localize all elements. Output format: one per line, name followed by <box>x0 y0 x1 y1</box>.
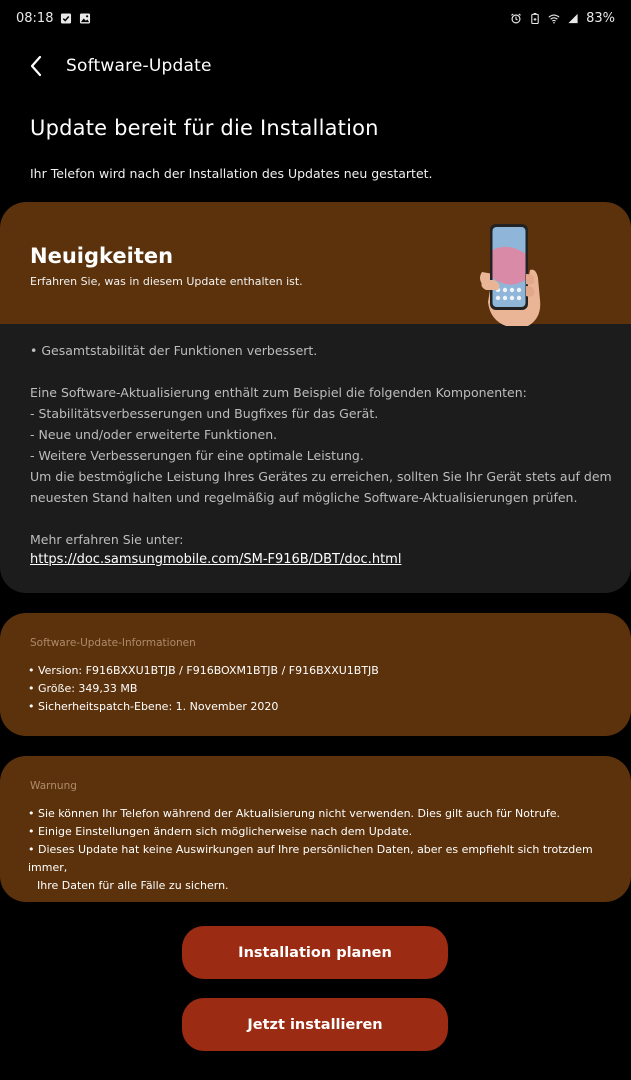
news-subheading: Erfahren Sie, was in diesem Update enthalten ist. <box>30 275 303 288</box>
documentation-link[interactable]: https://doc.samsungmobile.com/SM-F916B/DBT/doc.html <box>30 552 402 567</box>
app-header <box>0 44 631 88</box>
news-line: - Weitere Verbesserungen für eine optimale Leistung. <box>30 448 364 463</box>
alarm-icon <box>510 13 522 24</box>
news-banner <box>0 202 631 324</box>
info-item-size: • Größe: 349,33 MB <box>28 682 138 695</box>
battery-level: 83% <box>586 10 615 26</box>
info-item-version: • Version: F916BXXU1BTJB / F916BOXM1BTJB / F916BXXU1BTJB <box>28 664 379 677</box>
check-notification-icon <box>60 13 72 24</box>
warning-card <box>0 756 631 902</box>
warning-list <box>28 805 618 895</box>
news-line: Um die bestmögliche Leistung Ihres Gerätes zu erreichen, sollten Sie Ihr Gerät stets auf dem <box>30 469 612 484</box>
news-line: neuesten Stand halten und regelmäßig auf mögliche Software-Aktualisierungen prüfen. <box>30 490 578 505</box>
warning-item: • Sie können Ihr Telefon während der Aktualisierung nicht verwenden. Dies gilt auch für Notrufe. <box>28 807 560 820</box>
back-arrow-icon <box>29 55 43 77</box>
page-subtitle: Ihr Telefon wird nach der Installation des Updates neu gestartet. <box>30 166 433 181</box>
phone-in-hand-illustration <box>476 220 546 330</box>
image-notification-icon <box>79 13 91 24</box>
news-line: - Stabilitätsverbesserungen und Bugfixes für das Gerät. <box>30 406 379 421</box>
news-card <box>0 202 631 593</box>
news-line: Mehr erfahren Sie unter: <box>30 532 184 547</box>
update-info-label: Software-Update-Informationen <box>30 637 196 649</box>
status-time: 08:18 <box>16 10 54 26</box>
wifi-icon <box>548 13 560 24</box>
news-heading: Neuigkeiten <box>30 244 174 268</box>
status-bar-right <box>510 11 615 26</box>
news-line: Eine Software-Aktualisierung enthält zum Beispiel die folgenden Komponenten: <box>30 385 527 400</box>
schedule-installation-button[interactable]: Installation planen <box>182 926 448 979</box>
info-item-security-patch: • Sicherheitspatch-Ebene: 1. November 2020 <box>28 700 279 713</box>
status-bar <box>0 0 631 36</box>
page-title: Update bereit für die Installation <box>30 116 379 140</box>
install-now-button[interactable]: Jetzt installieren <box>182 998 448 1051</box>
news-body <box>30 340 610 550</box>
warning-label: Warnung <box>30 780 77 792</box>
warning-item: • Einige Einstellungen ändern sich möglicherweise nach dem Update. <box>28 825 413 838</box>
news-line: - Neue und/oder erweiterte Funktionen. <box>30 427 278 442</box>
news-line: • Gesamtstabilität der Funktionen verbessert. <box>30 343 318 358</box>
warning-item: • Dieses Update hat keine Auswirkungen auf Ihre persönlichen Daten, aber es empfiehlt sich trotzdem immer, <box>28 843 593 874</box>
update-info-card <box>0 613 631 736</box>
warning-item-continuation: Ihre Daten für alle Fälle zu sichern. <box>37 879 229 892</box>
update-info-list <box>28 662 618 716</box>
header-title: Software-Update <box>66 56 212 76</box>
back-button[interactable] <box>14 44 58 88</box>
status-bar-left <box>16 11 91 26</box>
battery-saver-icon <box>529 13 541 24</box>
signal-icon <box>567 13 579 24</box>
